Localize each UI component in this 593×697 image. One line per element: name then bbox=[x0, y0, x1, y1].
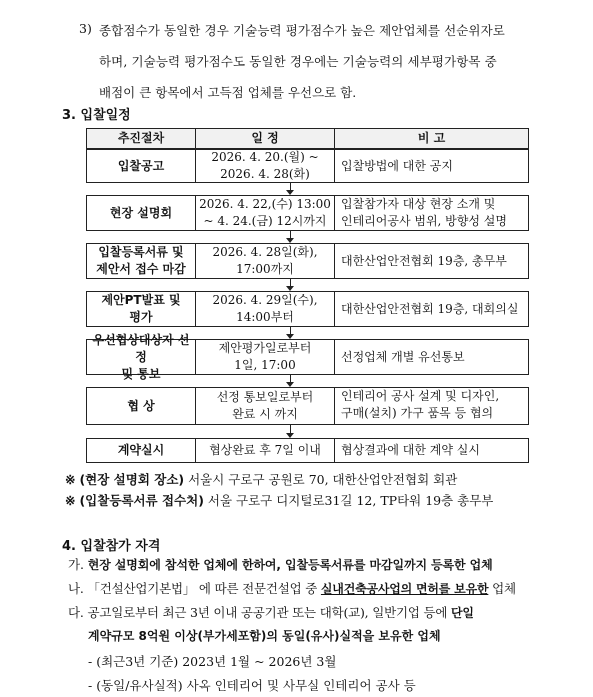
step-line: 및 통보 bbox=[121, 366, 161, 381]
note-mark: ※ bbox=[65, 472, 76, 487]
schedule-line: 선정 통보일로부터 bbox=[216, 390, 314, 404]
note-line: 인테리어공사 범위, 방향성 설명 bbox=[341, 214, 507, 228]
schedule-line: 2026. 4. 29일(수), bbox=[212, 293, 318, 307]
step-line: 우선협상대상자 선정 bbox=[92, 332, 190, 364]
step-line: 입찰등록서류 및 bbox=[98, 245, 184, 259]
schedule-line: 17:00까지 bbox=[236, 262, 294, 276]
note-line: 인테리어 공사 설계 및 디자인, bbox=[341, 389, 500, 403]
intro-line-2: 하며, 기술능력 평가점수도 동일한 경우에는 기술능력의 세부평가항목 중 bbox=[99, 54, 497, 69]
note-submission bbox=[65, 491, 493, 509]
qual-na bbox=[68, 579, 516, 597]
note-line: 대한산업안전협회 19층, 대회의실 bbox=[341, 301, 519, 316]
schedule-line: 14:00부터 bbox=[236, 310, 294, 324]
schedule-line: ~ 4. 24.(금) 12시까지 bbox=[203, 214, 327, 228]
note-label: (현장 설명회 장소) bbox=[79, 472, 185, 487]
step-line: 제안PT발표 및 bbox=[101, 293, 181, 307]
qual-sub-2: - (동일/유사실적) 사옥 인테리어 및 사무실 인테리어 공사 등 bbox=[88, 678, 416, 693]
qual-da-pre: 공고일로부터 최근 3년 이내 공공기관 또는 대학(교), 일반기업 등에 bbox=[87, 605, 452, 620]
note-text: 서울 구로구 디지털로31길 12, TP타워 19층 총무부 bbox=[203, 493, 494, 508]
note-line: 협상결과에 대한 계약 실시 bbox=[341, 443, 480, 457]
note-cell bbox=[334, 387, 529, 425]
qual-da-line2: 계약규모 8억원 이상(부가세포함)의 동일(유사)실적을 보유한 업체 bbox=[88, 629, 441, 643]
section-4-title: 4. 입찰참가 자격 bbox=[62, 539, 161, 554]
list-marker: 다. bbox=[68, 605, 84, 620]
step-cell bbox=[86, 291, 196, 327]
step-line: 제안서 접수 마감 bbox=[96, 262, 186, 276]
schedule-line: 2026. 4. 28(화) bbox=[220, 167, 310, 181]
step-text bbox=[87, 332, 195, 383]
schedule-line: 제안평가일로부터 bbox=[218, 341, 312, 355]
qual-da bbox=[68, 603, 474, 621]
step-cell: 협 상 bbox=[86, 387, 196, 425]
qual-na-post: 업체 bbox=[488, 581, 516, 596]
note-text: 서울시 구로구 공원로 70, 대한산업안전협회 회관 bbox=[184, 472, 458, 487]
step-line: 평가 bbox=[129, 310, 153, 324]
schedule-line: 2026. 4. 22,(수) 13:00 bbox=[199, 197, 331, 211]
step-cell: 현장 설명회 bbox=[86, 195, 196, 231]
section-3-title: 3. 입찰일정 bbox=[62, 108, 131, 123]
note-cell bbox=[334, 243, 529, 279]
qual-ga-text: 현장 설명회에 참석한 업체에 한하여, 입찰등록서류를 마감일까지 등록한 업체 bbox=[87, 558, 493, 572]
qual-ga bbox=[68, 555, 493, 573]
schedule-cell bbox=[195, 149, 335, 183]
note-line: 입찰방법에 대한 공지 bbox=[341, 158, 453, 173]
step-cell bbox=[86, 332, 196, 381]
note-mark: ※ bbox=[65, 493, 76, 508]
list-marker: 나. bbox=[68, 581, 84, 596]
note-cell bbox=[334, 291, 529, 327]
qual-na-pre: 「건설산업기본법」 에 따른 전문건설업 중 bbox=[87, 581, 321, 596]
schedule-line: 2026. 4. 28일(화), bbox=[212, 245, 318, 259]
schedule-cell bbox=[195, 438, 335, 463]
qual-na-underline: 실내건축공사업의 면허를 보유한 bbox=[320, 582, 489, 596]
intro-line-1: 종합점수가 동일한 경우 기술능력 평가점수가 높은 제안업체를 선순위자로 bbox=[99, 23, 505, 38]
note-cell bbox=[334, 195, 529, 231]
schedule-cell bbox=[195, 243, 335, 279]
note-cell bbox=[334, 438, 529, 463]
step-cell: 계약실시 bbox=[86, 438, 196, 463]
note-line: 구매(설치) 가구 품목 등 협의 bbox=[341, 406, 494, 420]
note-cell bbox=[334, 149, 529, 183]
schedule-cell bbox=[195, 339, 335, 375]
step-text bbox=[101, 292, 180, 326]
schedule-cell bbox=[195, 291, 335, 327]
qual-da-bold: 단일 bbox=[451, 606, 474, 620]
schedule-line: 1일, 17:00 bbox=[234, 358, 296, 372]
header-step: 추진절차 bbox=[86, 128, 196, 149]
schedule-line: 2026. 4. 20.(월) ~ bbox=[211, 150, 319, 164]
step-cell bbox=[86, 243, 196, 279]
note-label: (입찰등록서류 접수처) bbox=[79, 493, 204, 508]
intro-line-3: 배점이 큰 항목에서 고득점 업체를 우선으로 함. bbox=[99, 85, 357, 100]
header-schedule: 일 정 bbox=[195, 128, 335, 149]
schedule-cell bbox=[195, 387, 335, 425]
note-line: 선정업체 개별 유선통보 bbox=[341, 349, 465, 364]
qual-sub-1: - (최근3년 기준) 2023년 1월 ~ 2026년 3월 bbox=[88, 654, 337, 669]
schedule-line: 완료 시 까지 bbox=[232, 407, 298, 421]
note-line: 입찰참가자 대상 현장 소개 및 bbox=[341, 197, 496, 211]
note-cell bbox=[334, 339, 529, 375]
intro-number: 3) bbox=[79, 21, 92, 36]
header-note: 비 고 bbox=[334, 128, 529, 149]
step-text bbox=[96, 244, 186, 278]
list-marker: 가. bbox=[68, 557, 84, 572]
step-cell: 입찰공고 bbox=[86, 149, 196, 183]
note-line: 대한산업안전협회 19층, 총무부 bbox=[341, 253, 507, 268]
schedule-line: 협상완료 후 7일 이내 bbox=[209, 443, 321, 457]
schedule-cell bbox=[195, 195, 335, 231]
note-venue bbox=[65, 470, 457, 488]
